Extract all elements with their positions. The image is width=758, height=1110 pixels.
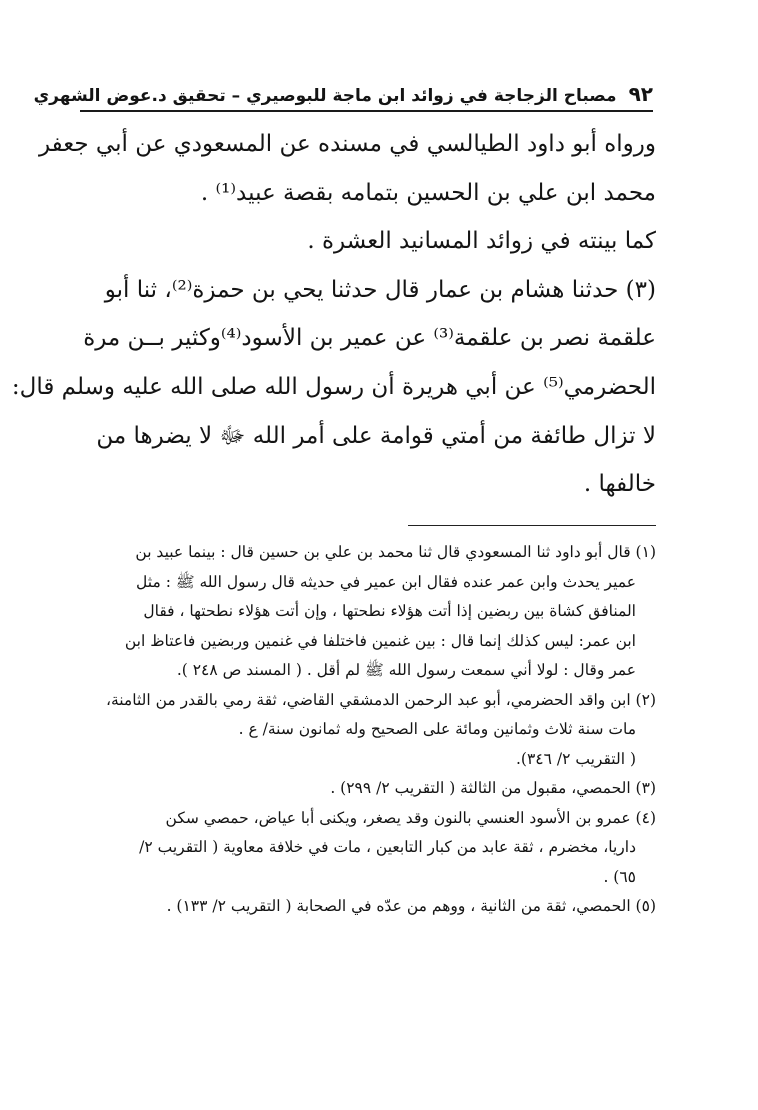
body-line: لا تزال طائفة من أمتي قوامة على أمر الله ﷻ لا يضرها من: [96, 422, 656, 449]
body-line: علقمة نصر بن علقمة⁽³⁾ عن عمير بن الأسود⁽⁴⁾وكثير بــن مرة: [83, 325, 656, 352]
footnote-line: داريا، مخضرم ، ثقة عابد من كبار التابعين ، مات في خلافة معاوية ( التقريب ٢/: [139, 838, 636, 856]
footnote-line: (٤) عمرو بن الأسود العنسي بالنون وقد يصغر، ويكنى أبا عياض، حمصي سكن: [165, 808, 656, 827]
footnote-line: عمر وقال : لولا أني سمعت رسول الله ﷺ لم أقل . ( المسند ص ٢٤٨ ).: [176, 661, 636, 679]
footnote-line: ( التقريب ٢/ ٣٤٦).: [516, 749, 636, 768]
body-line: محمد ابن علي بن الحسين بتمامه بقصة عبيد⁽¹⁾ .: [200, 179, 656, 206]
footnote-line: (٣) الحمصي، مقبول من الثالثة ( التقريب ٢/ ٢٩٩) .: [330, 779, 656, 797]
footnote-line: (١) قال أبو داود ثنا المسعودي قال ثنا محمد بن علي بن حسين قال : بينما عبيد بن: [135, 543, 656, 561]
footnote-line: عمير يحدث وابن عمر عنده فقال ابن عمير في حديثه قال رسول الله ﷺ : مثل: [136, 572, 636, 591]
running-title: مصباح الزجاجة في زوائد ابن ماجة للبوصيري – تحقيق د.عوض الشهري: [33, 86, 617, 106]
page-number: ٩٢: [628, 82, 653, 106]
footnote-line: المنافق كشاة بين ربضين إذا أتت هؤلاء نطحتها ، وإن أتت هؤلاء نطحتها ، فقال: [143, 602, 636, 620]
body-line: ورواه أبو داود الطيالسي في مسنده عن المسعودي عن أبي جعفر: [38, 131, 656, 157]
footnote-divider: [408, 525, 656, 526]
footnote-line: مات سنة ثلاث وثمانين ومائة على الصحيح وله ثمانون سنة/ ع .: [238, 720, 636, 738]
body-line: خالفها .: [583, 471, 656, 498]
footnotes: [72, 538, 656, 922]
footnote-line: ابن عمر: ليس كذلك إنما قال : بين غنمين فاختلفا في غنمين وربضين فاعتاظ ابن: [124, 631, 636, 650]
page-header: [33, 82, 653, 112]
footnote-line: ٦٥) .: [603, 867, 636, 886]
body-line: (٣) حدثنا هشام بن عمار قال حدثنا يحي بن حمزة⁽²⁾، ثنا أبو: [104, 276, 656, 303]
main-text: [11, 120, 656, 509]
footnote-line: (٢) ابن واقد الحضرمي، أبو عبد الرحمن الدمشقي القاضي، ثقة رمي بالقدر من الثامنة،: [105, 690, 656, 709]
footnote-line: (٥) الحمصي، ثقة من الثانية ، ووهم من عدّه في الصحابة ( التقريب ٢/ ١٣٣) .: [166, 897, 656, 915]
body-line: كما بينته في زوائد المسانيد العشرة .: [307, 228, 656, 255]
body-line: الحضرمي⁽⁵⁾ عن أبي هريرة أن رسول الله صلى الله عليه وسلم قال:: [11, 373, 656, 400]
